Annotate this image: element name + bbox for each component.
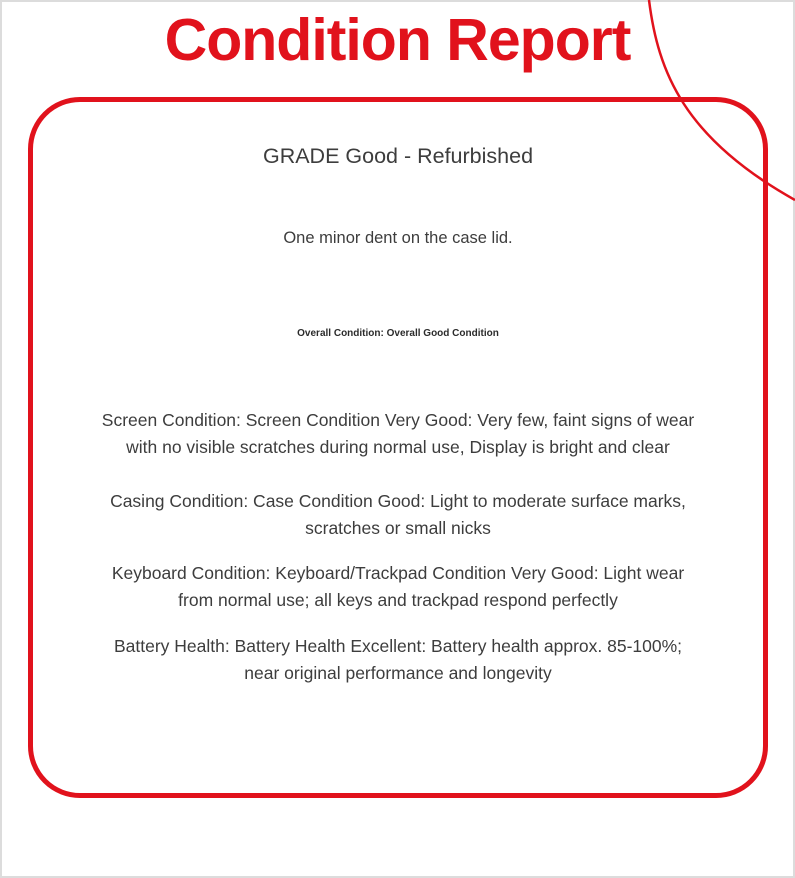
page-title: Condition Report: [164, 7, 631, 73]
keyboard-condition-paragraph: [48, 560, 748, 614]
casing-condition-line-2: scratches or small nicks: [305, 518, 491, 538]
casing-condition-line-1: Casing Condition: Case Condition Good: Light to moderate surface marks,: [110, 491, 686, 511]
keyboard-condition-line-1: Keyboard Condition: Keyboard/Trackpad Condition Very Good: Light wear: [111, 563, 685, 583]
battery-health-line-1: Battery Health: Battery Health Excellent: Battery health approx. 85-100%;: [113, 636, 683, 656]
casing-condition-paragraph: [48, 488, 748, 542]
grade-heading: GRADE Good - Refurbished: [262, 144, 534, 168]
keyboard-condition-line-2: from normal use; all keys and trackpad respond perfectly: [178, 590, 618, 610]
screen-condition-line-1: Screen Condition: Screen Condition Very Good: Very few, faint signs of wear: [101, 410, 695, 430]
report-box: [28, 97, 768, 798]
screen-condition-line-2: with no visible scratches during normal use, Display is bright and clear: [126, 437, 670, 457]
battery-health-paragraph: [48, 633, 748, 687]
overall-condition-line: Overall Condition: Overall Good Condition: [297, 328, 499, 339]
cosmetic-note: One minor dent on the case lid.: [283, 229, 513, 247]
battery-health-line-2: near original performance and longevity: [244, 663, 552, 683]
screen-condition-paragraph: [48, 407, 748, 461]
